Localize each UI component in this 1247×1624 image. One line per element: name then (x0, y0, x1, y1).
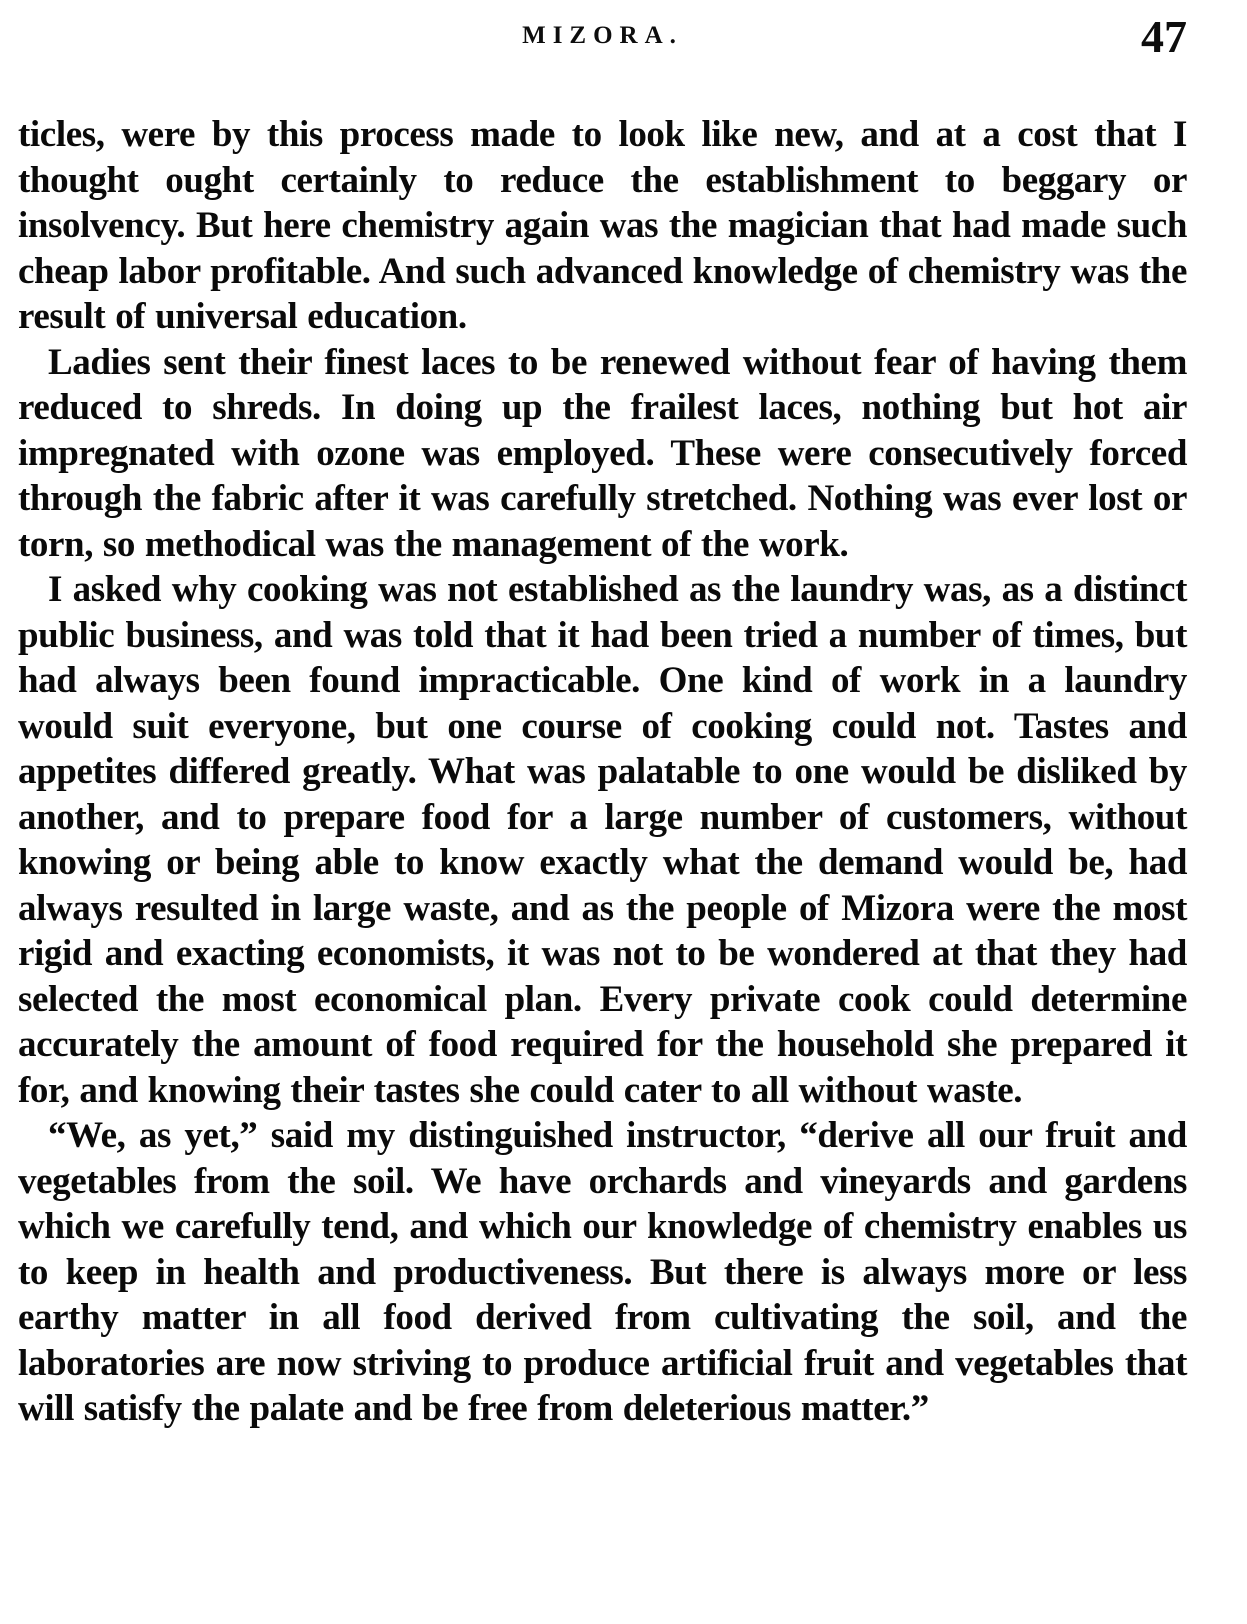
page-body (18, 112, 1187, 1432)
page-header (18, 11, 1187, 72)
paragraph: ticles, were by this process made to look like new, and at a cost that I thought ought certainly to reduce the establishment to beggary or insolvency. But here chemistry again was the magician that had made such cheap labor profitable. And such advanced knowledge of chemistry was the result of universal education. (18, 114, 1187, 337)
paragraph: “We, as yet,” said my distinguished instructor, “derive all our fruit and vegetables from the soil. We have orchards and vineyards and gardens which we carefully tend, and which our knowledge of chemistry enables us to keep in health and productiveness. But there is always more or less earthy matter in all food derived from cultivating the soil, and the laboratories are now striving to produce artificial fruit and vegetables that will satisfy the palate and be free from deleterious matter.” (18, 1115, 1187, 1429)
running-head: MIZORA. (522, 22, 683, 49)
paragraph: Ladies sent their finest laces to be renewed without fear of having them reduced to shreds. In doing up the frailest laces, nothing but hot air impregnated with ozone was employed. These were consecutively forced through the fabric after it was carefully stretched. Nothing was ever lost or torn, so methodical was the management of the work. (18, 341, 1187, 565)
paragraph: I asked why cooking was not established as the laundry was, as a distinct public business, and was told that it had been tried a number of times, but had always been found impracticable. One kind of work in a laundry would suit everyone, but one course of cooking could not. Tastes and appetites differed greatly. What was palatable to one would be disliked by another, and to prepare food for a large number of customers, without knowing or being able to know exactly what the demand would be, had always resulted in large waste, and as the people of Mizora were the most rigid and exacting economists, it was not to be wondered at that they had selected the most economical plan. Every private cook could determine accurately the amount of food required for the household she prepared it for, and knowing their tastes she could cater to all without waste. (18, 569, 1187, 1111)
page-number: 47 (1141, 11, 1187, 62)
